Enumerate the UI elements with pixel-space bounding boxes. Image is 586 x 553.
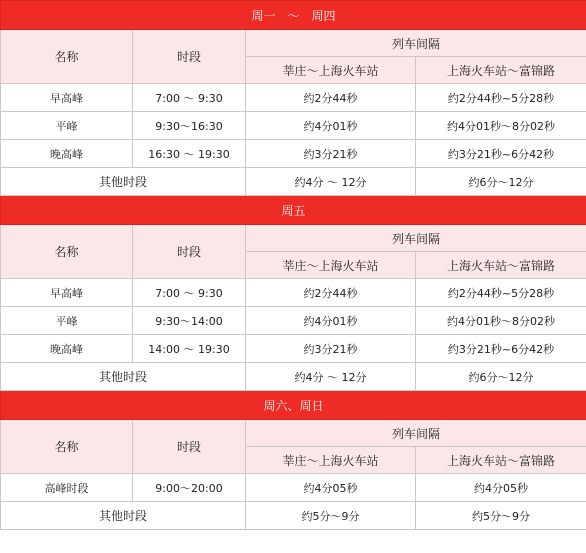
header-row bbox=[1, 225, 586, 252]
table-row bbox=[1, 335, 586, 363]
header-direction-1: 莘庄～上海火车站 bbox=[246, 252, 416, 279]
row-time: 16:30 ～ 19:30 bbox=[133, 140, 246, 168]
header-name: 名称 bbox=[1, 30, 133, 84]
row-name: 晚高峰 bbox=[1, 335, 133, 363]
table-row-other bbox=[1, 363, 586, 391]
row-name: 平峰 bbox=[1, 307, 133, 335]
header-interval: 列车间隔 bbox=[246, 420, 586, 447]
row-interval-1: 约3分21秒 bbox=[246, 335, 416, 363]
section-title: 周五 bbox=[1, 196, 586, 225]
row-other-interval-2: 约6分～12分 bbox=[416, 168, 586, 196]
row-other-label: 其他时段 bbox=[1, 363, 246, 391]
header-interval: 列车间隔 bbox=[246, 30, 586, 57]
header-period: 时段 bbox=[133, 420, 246, 474]
row-interval-1: 约4分01秒 bbox=[246, 112, 416, 140]
header-name: 名称 bbox=[1, 420, 133, 474]
row-time: 9:30～16:30 bbox=[133, 112, 246, 140]
table-row bbox=[1, 279, 586, 307]
header-period: 时段 bbox=[133, 225, 246, 279]
table-row-other bbox=[1, 168, 586, 196]
row-interval-1: 约4分05秒 bbox=[246, 474, 416, 502]
train-interval-table-body bbox=[1, 1, 586, 530]
row-time: 14:00 ～ 19:30 bbox=[133, 335, 246, 363]
row-time: 9:30～14:00 bbox=[133, 307, 246, 335]
row-interval-2: 约3分21秒~6分42秒 bbox=[416, 140, 586, 168]
table-row bbox=[1, 140, 586, 168]
table-row bbox=[1, 307, 586, 335]
table-row bbox=[1, 112, 586, 140]
row-other-interval-2: 约6分～12分 bbox=[416, 363, 586, 391]
header-interval: 列车间隔 bbox=[246, 225, 586, 252]
section-banner bbox=[1, 1, 586, 30]
section-banner bbox=[1, 391, 586, 420]
header-row bbox=[1, 420, 586, 447]
row-name: 高峰时段 bbox=[1, 474, 133, 502]
header-direction-1: 莘庄～上海火车站 bbox=[246, 57, 416, 84]
row-interval-2: 约2分44秒~5分28秒 bbox=[416, 84, 586, 112]
row-name: 晚高峰 bbox=[1, 140, 133, 168]
row-interval-1: 约3分21秒 bbox=[246, 140, 416, 168]
row-interval-1: 约2分44秒 bbox=[246, 84, 416, 112]
table-row-other bbox=[1, 502, 586, 530]
table-row bbox=[1, 474, 586, 502]
table-row bbox=[1, 84, 586, 112]
row-interval-2: 约4分01秒～8分02秒 bbox=[416, 112, 586, 140]
row-name: 平峰 bbox=[1, 112, 133, 140]
row-time: 7:00 ～ 9:30 bbox=[133, 279, 246, 307]
row-name: 早高峰 bbox=[1, 84, 133, 112]
row-interval-2: 约3分21秒~6分42秒 bbox=[416, 335, 586, 363]
row-interval-2: 约2分44秒~5分28秒 bbox=[416, 279, 586, 307]
row-name: 早高峰 bbox=[1, 279, 133, 307]
row-interval-2: 约4分01秒～8分02秒 bbox=[416, 307, 586, 335]
header-name: 名称 bbox=[1, 225, 133, 279]
header-direction-2: 上海火车站～富锦路 bbox=[416, 57, 586, 84]
section-title: 周一 ～ 周四 bbox=[1, 1, 586, 30]
section-banner bbox=[1, 196, 586, 225]
row-interval-1: 约2分44秒 bbox=[246, 279, 416, 307]
header-direction-1: 莘庄～上海火车站 bbox=[246, 447, 416, 474]
header-direction-2: 上海火车站～富锦路 bbox=[416, 252, 586, 279]
row-time: 9:00～20:00 bbox=[133, 474, 246, 502]
row-other-interval-1: 约4分 ～ 12分 bbox=[246, 363, 416, 391]
row-time: 7:00 ～ 9:30 bbox=[133, 84, 246, 112]
row-interval-1: 约4分01秒 bbox=[246, 307, 416, 335]
row-interval-2: 约4分05秒 bbox=[416, 474, 586, 502]
header-row bbox=[1, 30, 586, 57]
row-other-interval-2: 约5分～9分 bbox=[416, 502, 586, 530]
row-other-interval-1: 约5分～9分 bbox=[246, 502, 416, 530]
header-direction-2: 上海火车站～富锦路 bbox=[416, 447, 586, 474]
row-other-interval-1: 约4分 ～ 12分 bbox=[246, 168, 416, 196]
row-other-label: 其他时段 bbox=[1, 168, 246, 196]
header-period: 时段 bbox=[133, 30, 246, 84]
section-title: 周六、周日 bbox=[1, 391, 586, 420]
row-other-label: 其他时段 bbox=[1, 502, 246, 530]
